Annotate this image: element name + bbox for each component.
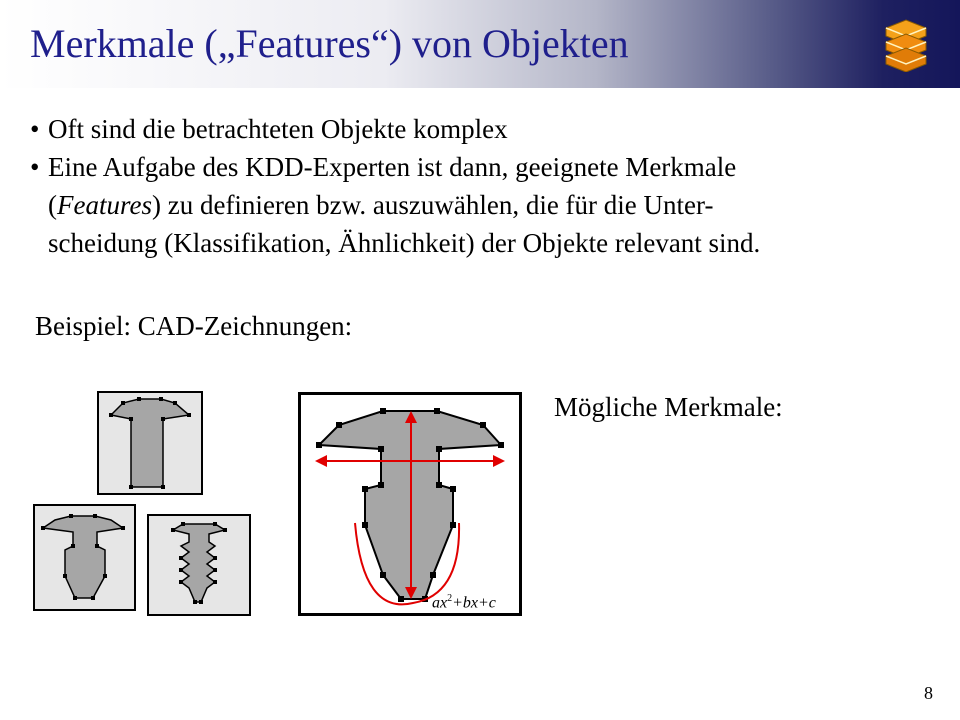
features-term: Features xyxy=(57,190,152,220)
bullet-text: Oft sind die betrachteten Objekte komplex xyxy=(48,114,508,144)
cad-drawing-annotated xyxy=(298,392,522,616)
cad-drawing-2 xyxy=(33,504,136,611)
bullet-text-line: (Features) zu definieren bzw. auszuwählen, die für die Unter- xyxy=(48,190,714,220)
bullet-list xyxy=(30,110,930,262)
bullet-text-line: • Eine Aufgabe des KDD-Experten ist dann, geeignete Merkmale xyxy=(48,152,737,182)
cad-shape-1 xyxy=(99,393,201,493)
bullet-item xyxy=(30,148,930,262)
bullet-item xyxy=(30,110,930,148)
cad-drawing-1 xyxy=(97,391,203,495)
title-bar xyxy=(0,0,960,88)
polynomial-formula: $ax^2+bx+c$ xyxy=(432,593,496,612)
cad-shape-annotated xyxy=(301,395,519,613)
bullet-text-line: scheidung (Klassifikation, Ähnlichkeit) der Objekte relevant sind. xyxy=(48,228,761,258)
database-logo-icon xyxy=(880,18,932,72)
page-number: 8 xyxy=(924,683,933,703)
slide-title: Merkmale („Features“) von Objekten xyxy=(30,21,629,66)
example-label: Beispiel: CAD-Zeichnungen: xyxy=(35,311,353,341)
cad-drawing-3 xyxy=(147,514,251,616)
cad-shape-2 xyxy=(35,506,134,609)
features-label: Mögliche Merkmale: xyxy=(554,392,783,422)
cad-shape-3 xyxy=(149,516,249,614)
